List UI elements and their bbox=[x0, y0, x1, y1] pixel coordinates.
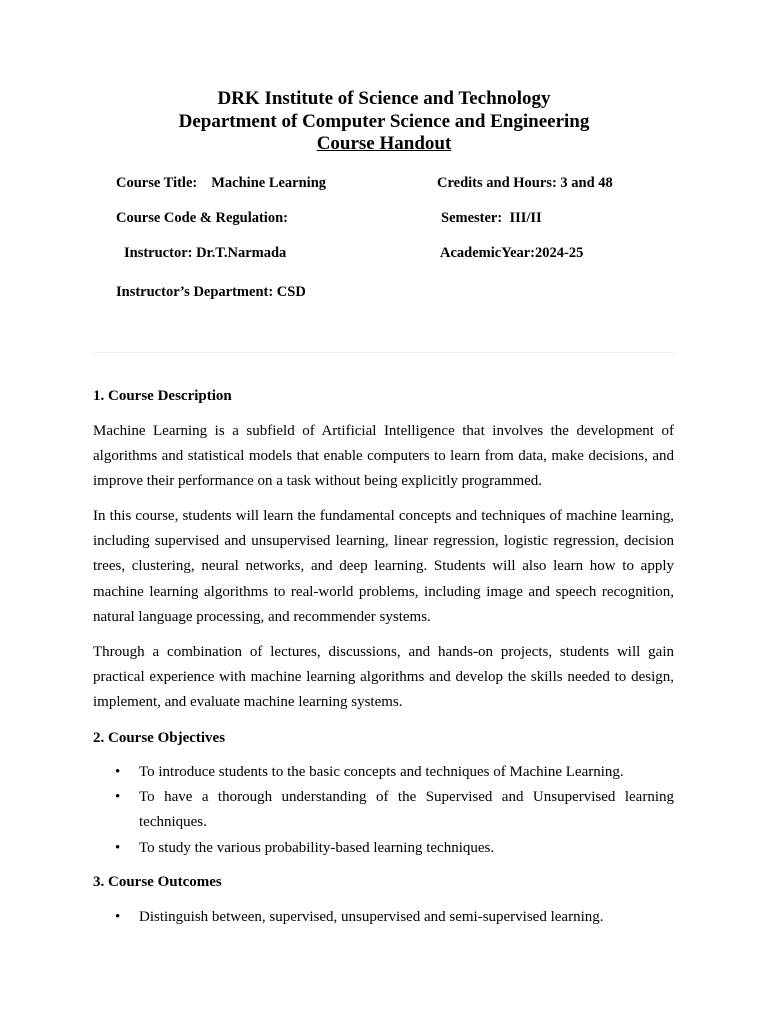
institute-name: DRK Institute of Science and Technology bbox=[217, 88, 551, 109]
list-item bbox=[93, 836, 674, 861]
outcome-text: Distinguish between, supervised, unsupervised and semi-supervised learning. bbox=[139, 909, 604, 925]
instructor-department-field: Instructor’s Department: CSD bbox=[116, 284, 306, 300]
academic-year-field: AcademicYear:2024-25 bbox=[440, 245, 584, 261]
objective-text: To have a thorough understanding of the Supervised and Unsupervised learning techniques. bbox=[139, 789, 674, 831]
semester-label: Semester: bbox=[441, 210, 503, 226]
bullet-icon: • bbox=[115, 789, 121, 806]
outcomes-list bbox=[93, 905, 674, 930]
objectives-list bbox=[93, 760, 674, 861]
semester-field bbox=[441, 210, 542, 227]
document-header bbox=[0, 88, 768, 156]
course-title-field bbox=[116, 175, 326, 192]
section-divider bbox=[93, 352, 675, 353]
description-paragraph-3: Through a combination of lectures, discussions, and hands-on projects, students will gain practical experience with machine learning algorithms and develop the skills needed to design, implement, and evaluate machine learning systems. bbox=[93, 644, 674, 711]
bullet-icon: • bbox=[115, 909, 121, 925]
course-title-value: Machine Learning bbox=[211, 175, 327, 191]
description-paragraph-2: In this course, students will learn the fundamental concepts and techniques of machine learning, including supervised and unsupervised learning, linear regression, logistic regression, decision trees, clustering, neural networks, and deep learning. Students will also learn how to apply machine learning algorithms to real-world problems, including image and speech recognition, natural language processing, and recommender systems. bbox=[93, 508, 674, 625]
bullet-icon: • bbox=[115, 839, 121, 856]
objective-text: To study the various probability-based learning techniques. bbox=[139, 839, 495, 856]
credits-hours-field: Credits and Hours: 3 and 48 bbox=[437, 175, 613, 191]
instructor-field: Instructor: Dr.T.Narmada bbox=[124, 245, 287, 261]
semester-value: III/II bbox=[509, 210, 542, 226]
objective-text: To introduce students to the basic concepts and techniques of Machine Learning. bbox=[139, 764, 624, 780]
list-item bbox=[93, 760, 674, 785]
course-code-field: Course Code & Regulation: bbox=[116, 210, 288, 226]
department-name: Department of Computer Science and Engineering bbox=[178, 110, 590, 132]
course-outcomes-heading: 3. Course Outcomes bbox=[93, 874, 222, 890]
course-objectives-heading: 2. Course Objectives bbox=[93, 730, 226, 746]
document-title: Course Handout bbox=[316, 133, 452, 154]
list-item bbox=[93, 785, 674, 835]
description-paragraph-1: Machine Learning is a subfield of Artificial Intelligence that involves the development of algorithms and statistical models that enable computers to learn from data, make decisions, and improve their performance on a task without being explicitly programmed. bbox=[93, 423, 674, 490]
list-item bbox=[93, 905, 674, 930]
course-description-heading: 1. Course Description bbox=[93, 388, 232, 404]
bullet-icon: • bbox=[115, 764, 121, 780]
course-title-label: Course Title: bbox=[116, 175, 198, 191]
